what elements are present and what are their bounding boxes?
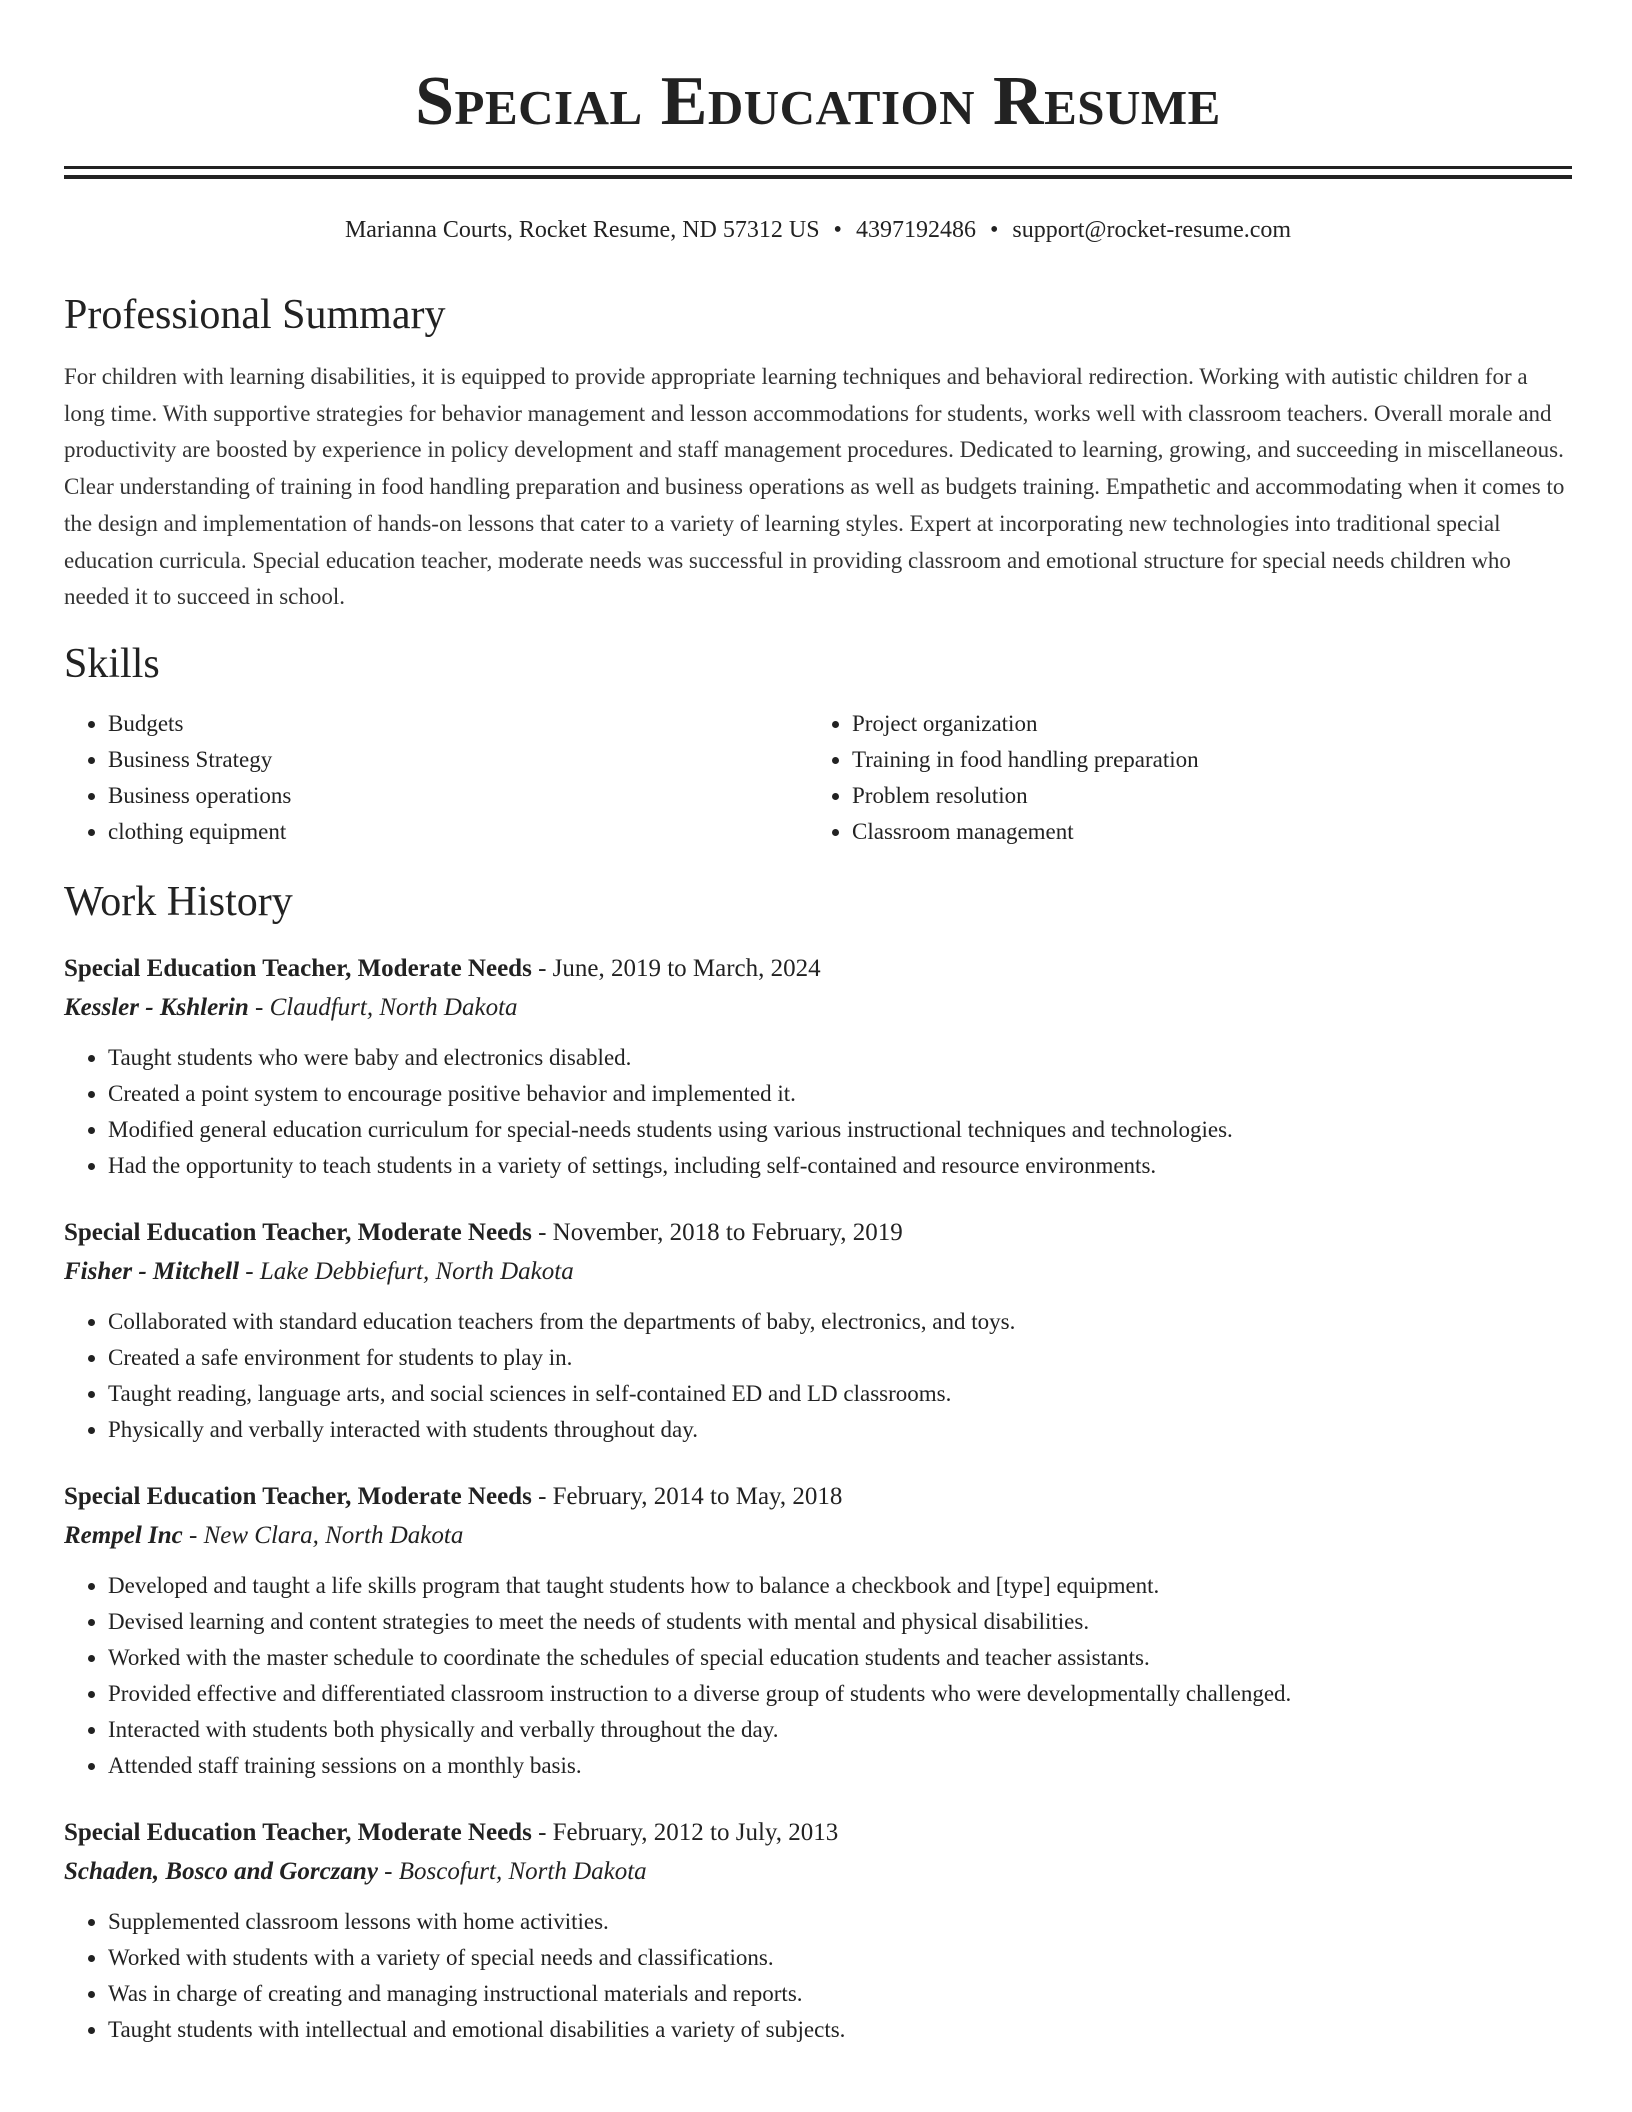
contact-separator: • — [989, 217, 999, 243]
job-company-line — [64, 1516, 1572, 1556]
job-bullet: • Taught students with intellectual and emotional disabilities a variety of subjects. — [108, 2012, 1572, 2048]
job-location: New Clara, North Dakota — [203, 1521, 464, 1549]
job-dash: - — [531, 1818, 553, 1846]
job-bullet: • Interacted with students both physically and verbally throughout the day. — [108, 1712, 1572, 1748]
skill-item: • Project organization — [852, 706, 1552, 742]
job-bullet: • Physically and verbally interacted with students throughout day. — [108, 1412, 1572, 1448]
job-company: Rempel Inc — [64, 1521, 183, 1549]
job-bullet: • Was in charge of creating and managing instructional materials and reports. — [108, 1976, 1572, 2012]
job-dash: - — [182, 1521, 204, 1549]
summary-heading: Professional Summary — [64, 292, 446, 338]
contact-email: support@rocket-resume.com — [1012, 217, 1292, 243]
job-bullet: • Created a safe environment for students to play in. — [108, 1340, 1572, 1376]
job-dash: - — [239, 1257, 260, 1285]
job-bullet: • Developed and taught a life skills program that taught students how to balance a checkbook and [type] equipment. — [108, 1568, 1572, 1604]
job-company-line — [64, 1252, 1572, 1292]
resume-page — [64, 0, 1572, 2048]
job-dates: February, 2014 to May, 2018 — [552, 1482, 843, 1510]
job-title-line — [64, 1814, 1572, 1852]
job-location: Boscofurt, North Dakota — [398, 1857, 647, 1885]
job-bullet: • Modified general education curriculum for special-needs students using various instructional techniques and technologies. — [108, 1112, 1572, 1148]
job-title: Special Education Teacher, Moderate Needs — [64, 1818, 532, 1846]
job-bullets — [64, 1304, 1572, 1448]
job-title: Special Education Teacher, Moderate Needs — [64, 1218, 532, 1246]
skill-item: • Budgets — [108, 706, 808, 742]
job-title-line — [64, 950, 1572, 988]
contact-phone: 4397192486 — [855, 217, 976, 243]
job-entry — [64, 1478, 1572, 1784]
job-dash: - — [248, 993, 270, 1021]
skill-item: • Problem resolution — [852, 778, 1552, 814]
job-location: Claudfurt, North Dakota — [269, 993, 518, 1021]
job-bullets — [64, 1904, 1572, 2048]
job-dates: November, 2018 to February, 2019 — [552, 1218, 903, 1246]
job-company-line — [64, 1852, 1572, 1892]
job-bullet: • Had the opportunity to teach students in a variety of settings, including self-contained and resource environments. — [108, 1148, 1572, 1184]
title-divider-bottom — [64, 175, 1572, 179]
skill-item: • clothing equipment — [108, 814, 808, 850]
job-title-line — [64, 1214, 1572, 1252]
job-bullet: • Provided effective and differentiated classroom instruction to a diverse group of students who were developmentally challenged. — [108, 1676, 1572, 1712]
job-dash: - — [531, 1218, 553, 1246]
skill-item: • Business operations — [108, 778, 808, 814]
contact-line — [64, 215, 1572, 245]
job-bullet: • Collaborated with standard education teachers from the departments of baby, electronics, and toys. — [108, 1304, 1572, 1340]
title-divider-top — [64, 166, 1572, 169]
job-dash: - — [531, 954, 553, 982]
job-company-line — [64, 988, 1572, 1028]
job-title: Special Education Teacher, Moderate Needs — [64, 1482, 532, 1510]
job-dash: - — [377, 1857, 399, 1885]
job-location: Lake Debbiefurt, North Dakota — [259, 1257, 574, 1285]
job-bullet: • Taught reading, language arts, and social sciences in self-contained ED and LD classrooms. — [108, 1376, 1572, 1412]
skills-column-right — [808, 706, 1552, 850]
job-entry — [64, 1214, 1572, 1448]
contact-separator: • — [833, 217, 842, 243]
job-bullet: • Attended staff training sessions on a monthly basis. — [108, 1748, 1572, 1784]
job-bullet: • Devised learning and content strategies to meet the needs of students with mental and physical disabilities. — [108, 1604, 1572, 1640]
skills-heading: Skills — [64, 640, 160, 687]
skills-list — [64, 706, 1572, 850]
job-bullet: • Taught students who were baby and electronics disabled. — [108, 1040, 1572, 1076]
page-title: Special Education Resume — [415, 63, 1221, 140]
skill-item: • Training in food handling preparation — [852, 742, 1552, 778]
skill-item: • Classroom management — [852, 814, 1552, 850]
job-dash: - — [531, 1482, 553, 1510]
skill-item: • Business Strategy — [108, 742, 808, 778]
job-company: Fisher - Mitchell — [64, 1257, 240, 1285]
job-company: Schaden, Bosco and Gorczany — [64, 1857, 378, 1885]
job-dates: February, 2012 to July, 2013 — [552, 1818, 839, 1846]
job-bullet: • Created a point system to encourage positive behavior and implemented it. — [108, 1076, 1572, 1112]
job-entry — [64, 1814, 1572, 2048]
work-history-heading: Work History — [64, 878, 293, 925]
job-title: Special Education Teacher, Moderate Needs — [64, 954, 532, 982]
job-bullets — [64, 1040, 1572, 1184]
skills-column-left — [64, 706, 808, 850]
contact-address: Marianna Courts, Rocket Resume, ND 57312 US — [344, 217, 820, 243]
job-dates: June, 2019 to March, 2024 — [552, 954, 821, 982]
job-bullet: • Supplemented classroom lessons with home activities. — [108, 1904, 1572, 1940]
job-bullet: • Worked with students with a variety of special needs and classifications. — [108, 1940, 1572, 1976]
summary-text: For children with learning disabilities, it is equipped to provide appropriate learning techniques and behavioral redirection. Working with autistic children for a long time. With supportive strategies for behavior management and lesson accommodations for students, works well with classroom teachers. Overall morale and productivity are boosted by experience in policy development and staff management procedures. Dedicated to learning, growing, and succeeding in miscellaneous. Clear understanding of training in food handling preparation and business operations as well as budgets training. Empathetic and accommodating when it comes to the design and implementation of hands-on lessons that cater to a variety of learning styles. Expert at incorporating new technologies into traditional special education curricula. Special education teacher, moderate needs was successful in providing classroom and emotional structure for special needs children who needed it to succeed in school. — [64, 364, 1565, 610]
job-bullets — [64, 1568, 1572, 1784]
job-entry — [64, 950, 1572, 1184]
job-title-line — [64, 1478, 1572, 1516]
job-company: Kessler - Kshlerin — [64, 993, 249, 1021]
job-bullet: • Worked with the master schedule to coordinate the schedules of special education students and teacher assistants. — [108, 1640, 1572, 1676]
